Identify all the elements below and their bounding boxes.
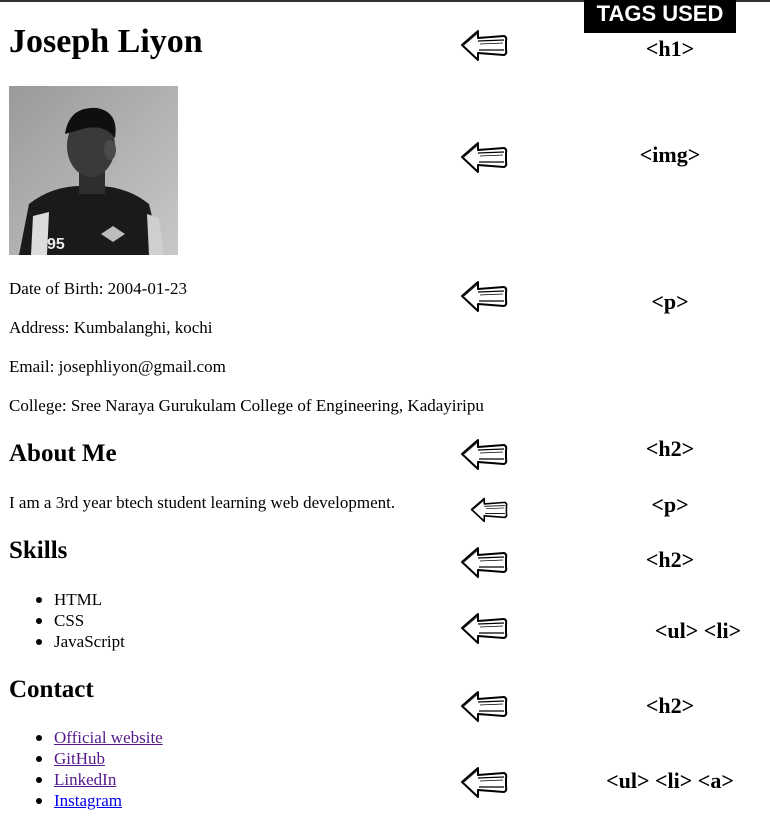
skills-heading: Skills [9, 537, 68, 564]
tag-label-ul-li: <ul> <li> [654, 618, 742, 643]
tag-label-p: <p> [651, 289, 689, 314]
profile-photo [9, 86, 178, 255]
tag-label-h1: <h1> [645, 36, 695, 61]
tag-label-img: <img> [639, 142, 701, 167]
tags-used-label: TAGS USED [584, 0, 736, 33]
left-arrow-icon [460, 611, 508, 645]
contact-heading: Contact [9, 676, 94, 703]
left-arrow-icon [460, 765, 508, 799]
left-arrow-icon [460, 689, 508, 723]
list-item: CSS [9, 610, 125, 631]
left-arrow-icon [460, 28, 508, 62]
left-arrow-icon [460, 279, 508, 313]
left-arrow-icon [460, 437, 508, 471]
profile-photo-image [9, 86, 178, 255]
tag-label-ul-li-a: <ul> <li> <a> [606, 768, 734, 793]
left-arrow-icon [460, 140, 508, 174]
tag-label-h2-skills: <h2> [645, 547, 695, 572]
left-arrow-icon [470, 496, 508, 523]
left-arrow-icon [460, 545, 508, 579]
contact-list [9, 727, 163, 811]
list-item [9, 748, 163, 769]
date-of-birth: Date of Birth: 2004-01-23 [9, 279, 187, 298]
email: Email: josephliyon@gmail.com [9, 357, 226, 376]
about-text: I am a 3rd year btech student learning web development. [9, 493, 396, 512]
list-item: JavaScript [9, 631, 125, 652]
tag-label-p-about: <p> [651, 492, 689, 517]
about-heading: About Me [9, 440, 117, 467]
tag-label-h2-about: <h2> [645, 436, 695, 461]
address: Address: Kumbalanghi, kochi [9, 318, 213, 337]
college: College: Sree Naraya Gurukulam College of Engineering, Kadayiripu [9, 396, 484, 415]
skills-list [9, 589, 125, 652]
tag-label-h2-contact: <h2> [645, 693, 695, 718]
official-website-link[interactable]: Official website [54, 728, 163, 747]
github-link[interactable]: GitHub [54, 749, 105, 768]
list-item: HTML [9, 589, 125, 610]
list-item [9, 727, 163, 748]
list-item [9, 769, 163, 790]
list-item [9, 790, 163, 811]
linkedin-link[interactable]: LinkedIn [54, 770, 117, 789]
instagram-link[interactable]: Instagram [54, 791, 122, 810]
page-title: Joseph Liyon [9, 23, 203, 60]
svg-text:95: 95 [47, 236, 65, 253]
